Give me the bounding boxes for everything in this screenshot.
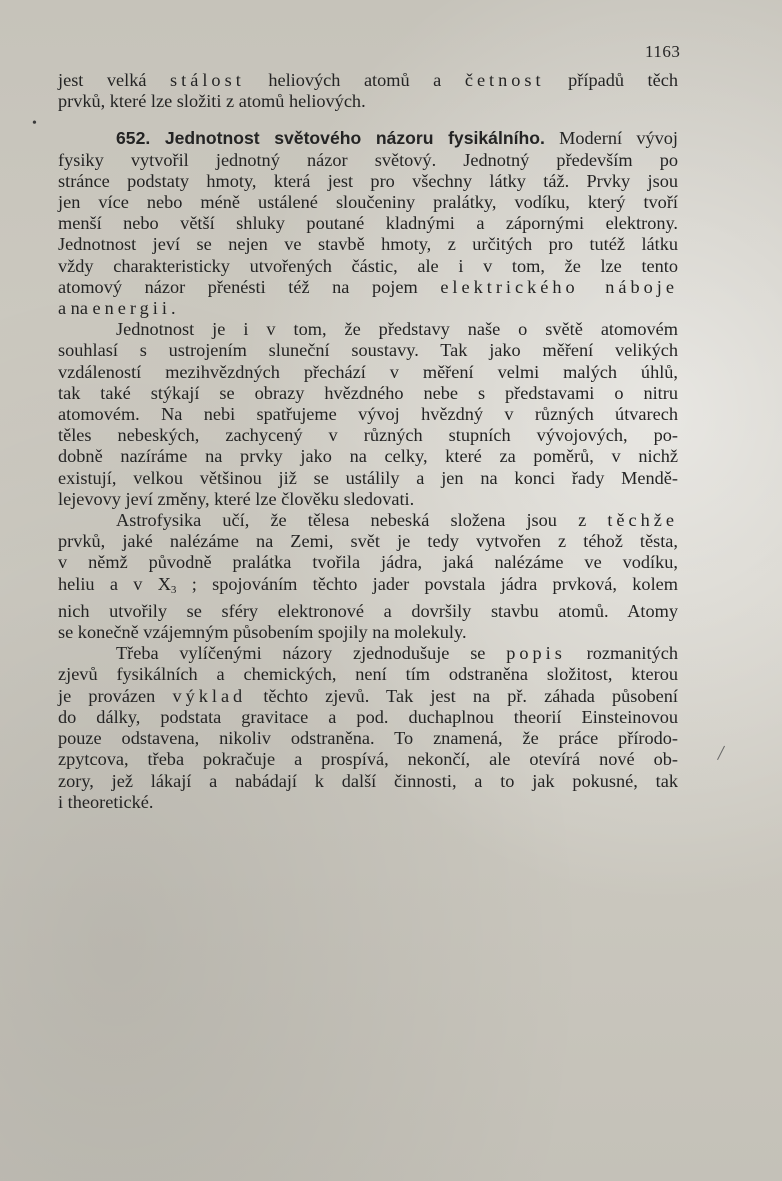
spaced-emphasis: výklad — [172, 685, 247, 706]
text-line: lejevovy jeví změny, které lze člověku sledovati. — [58, 488, 415, 509]
text-line: pouze odstavena, nikoliv odstraněna. To znamená, že práce přírodo- — [58, 728, 678, 749]
text-line: nich utvořily se sféry elektronové a dovršily stavbu atomů. Atomy — [58, 600, 678, 621]
text-line: fysiky vytvořil jednotný názor světový. Jednotný především po — [58, 149, 678, 170]
text-line: prvků, jaké nalézáme na Zemi, svět je tedy vytvořen z téhož těsta, — [58, 531, 678, 552]
text-line: jest velká stálost heliových atomů a četnost případů těch — [58, 70, 678, 90]
section-heading-line: 652. Jednotnost světového názoru fysikálního. Moderní vývoj — [116, 128, 678, 149]
section-title: 652. Jednotnost světového názoru fysikálního. — [116, 128, 545, 149]
text-line: prvků, které lze složiti z atomů heliových. — [58, 91, 366, 112]
text-line: zory, jež lákají a nabádají k další činnosti, a to jak pokusné, tak — [58, 770, 678, 791]
text-line: vždy charakteristicky utvořených částic, ale i v tom, že lze tento — [58, 255, 678, 276]
spaced-emphasis: těchže — [607, 510, 678, 531]
text-line: vzdáleností mezihvězdných přechází v měření velmi malých úhlů, — [58, 361, 678, 382]
spaced-emphasis: četnost — [464, 70, 545, 90]
text-line: do dálky, podstata gravitace a pod. duchaplnou theorií Einsteinovou — [58, 706, 678, 727]
text-line: a na energii. — [58, 298, 176, 319]
text-line: zjevů fysikálních a chemických, není tím odstraněna složitost, kterou — [58, 664, 678, 685]
text-line: atomový názor přenésti též na pojem elektrického náboje — [58, 276, 678, 297]
text-line: souhlasí s ustrojením sluneční soustavy. Tak jako měření velikých — [58, 340, 678, 361]
page-number: 1163 — [645, 42, 681, 61]
text-line: Astrofysika učí, že tělesa nebeská složena jsou z těchže — [116, 510, 678, 531]
text-line: je provázen výklad těchto zjevů. Tak jest na př. záhada působení — [58, 685, 678, 706]
margin-dot-mark: • — [32, 116, 37, 131]
spaced-emphasis: elektrického náboje — [440, 276, 678, 297]
text-line: heliu a v $X_3$ ; spojováním těchto jader povstala jádra prvková, kolem — [58, 573, 678, 596]
text-line: se konečně vzájemným působením spojily na molekuly. — [58, 622, 467, 643]
text-line: atomovém. Na nebi spatřujeme vývoj hvězdný v různých útvarech — [58, 404, 678, 425]
page-text — [58, 70, 678, 813]
text-line: tak také stýkají se obrazy hvězdného nebe s představami o nitru — [58, 382, 678, 403]
text-line: dobně nazíráme na prvky jako na celky, které za poměrů, v nichž — [58, 446, 678, 467]
text-line: Třeba vylíčenými názory zjednodušuje se popis rozmanitých — [116, 643, 678, 664]
text-line: zpytcova, třeba pokračuje a prospívá, nekončí, ale otevírá nové ob- — [58, 749, 678, 770]
spaced-emphasis: stálost — [170, 70, 245, 90]
text-line: Jednotnost jeví se nejen ve stavbě hmoty, z určitých pro tutéž látku — [58, 234, 678, 255]
spaced-emphasis: popis — [506, 643, 566, 664]
text-line: Jednotnost je i v tom, že představy naše o světě atomovém — [116, 319, 678, 340]
text-line: i theoretické. — [58, 791, 154, 812]
text-line: v němž původně pralátka tvořila jádra, jaká nalézáme ve vodíku, — [58, 552, 678, 573]
margin-pencil-mark: / — [716, 739, 726, 766]
text-line: jen více nebo méně ustálené sloučeniny pralátky, vodíku, který tvoří — [58, 192, 678, 213]
text-line: stránce podstaty hmoty, která jest pro všechny látky táž. Prvky jsou — [58, 170, 678, 191]
text-line: menší nebo větší shluky poutané kladnými a zápornými elektrony. — [58, 213, 678, 234]
spaced-emphasis: energii — [92, 298, 171, 319]
text-line: existují, velkou většinou již se ustálily a jen na konci řady Mendě- — [58, 467, 678, 488]
text-line: těles nebeských, zachycený v různých stupních vývojových, po- — [58, 425, 678, 446]
